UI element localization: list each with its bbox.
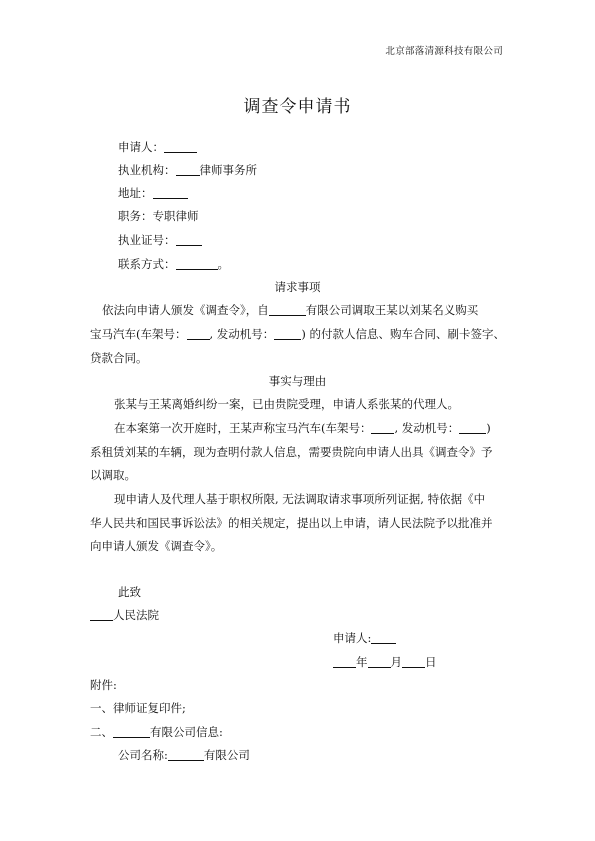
court-suffix: 人民法院 (113, 608, 159, 622)
attachment-item-2 (90, 724, 223, 740)
salutation: 此致 (118, 585, 141, 599)
date-line (333, 654, 437, 670)
facts-paragraph-1: 张某与王某离婚纠纷一案，已由贵院受理，申请人系张某的代理人。 (114, 397, 459, 411)
facts-line-2e: 以调取。 (90, 468, 136, 482)
court-line (90, 607, 159, 623)
attachment-item-2-suffix: 有限公司信息: (150, 725, 223, 739)
facts-heading: 事实与理由 (268, 374, 327, 388)
contact-blank (176, 257, 218, 270)
request-line-1 (102, 302, 478, 318)
day-blank (402, 655, 425, 668)
position-line (118, 208, 199, 224)
facts-line-3c: 向申请人颁发《调查令》。 (90, 539, 223, 553)
date-day: 日 (425, 655, 437, 669)
date-month: 月 (390, 655, 402, 669)
month-blank (368, 655, 391, 668)
date-year: 年 (356, 655, 368, 669)
applicant-blank (164, 140, 197, 153)
position-label: 职务： (118, 209, 153, 223)
address-line (118, 185, 188, 201)
company-name-line (118, 747, 250, 763)
company-blank (269, 303, 306, 316)
contact-label: 联系方式： (118, 257, 176, 271)
license-line (118, 232, 202, 248)
company-name-label: 公司名称: (118, 748, 168, 762)
facts-line-3a: 现申请人及代理人基于职权所限, 无法调取请求事项所列证据, 特依据《中 (114, 492, 486, 506)
facts-vin-blank (371, 421, 394, 434)
institution-blank (176, 163, 200, 176)
attachments-heading: 附件: (90, 678, 117, 692)
signature-label: 申请人: (333, 631, 372, 645)
company-name-suffix: 有限公司 (203, 748, 250, 762)
header-organization: 北京部落清源科技有限公司 (385, 46, 503, 57)
address-label: 地址： (118, 186, 153, 200)
request-line-2 (90, 326, 505, 342)
applicant-line (118, 139, 197, 155)
applicant-label: 申请人： (118, 140, 164, 154)
facts-engine-blank (459, 421, 486, 434)
attachment-item-2-prefix: 二、 (90, 725, 113, 739)
facts-text-2a: 在本案第一次开庭时，王某声称宝马汽车(车架号： (114, 421, 372, 435)
court-blank (90, 608, 113, 621)
facts-line-2a (114, 420, 491, 436)
request-heading: 请求事项 (274, 280, 321, 294)
request-text-2c: ) 的付款人信息、购车合同、刷卡签字、 (301, 327, 505, 341)
institution-label: 执业机构： (118, 163, 176, 177)
facts-line-2d: 系租赁刘某的车辆，现为查明付款人信息，需要贵院向申请人出具《调查令》予 (90, 445, 493, 459)
license-blank (176, 233, 202, 246)
address-blank (153, 186, 188, 199)
year-blank (333, 655, 356, 668)
page-title: 调查令申请书 (243, 97, 352, 117)
company-name-blank (168, 748, 204, 761)
signature-line (333, 630, 396, 646)
attachment-item-1: 一、律师证复印件; (90, 701, 186, 715)
facts-line-3b: 华人民共和国民事诉讼法》的相关规定，提出以上申请，请人民法院予以批准并 (90, 516, 493, 530)
contact-suffix: 。 (217, 257, 229, 271)
facts-text-2b: , 发动机号： (394, 421, 460, 435)
request-text-2b: , 发动机号： (209, 327, 275, 341)
signature-blank (371, 631, 396, 644)
attachment-company-blank (113, 725, 150, 738)
request-text-2a: 宝马汽车(车架号： (90, 327, 187, 341)
vin-blank (187, 327, 210, 340)
position-value: 专职律师 (152, 209, 199, 223)
facts-text-2c: ) (486, 421, 491, 435)
request-text-1a: 依法向申请人颁发《调查令》，自 (102, 303, 269, 317)
institution-line (118, 162, 257, 178)
contact-line (118, 256, 229, 272)
institution-suffix: 律师事务所 (199, 163, 257, 177)
engine-blank (274, 327, 301, 340)
request-text-1b: 有限公司调取王某以刘某名义购买 (305, 303, 479, 317)
request-line-3: 贷款合同。 (90, 351, 148, 365)
license-label: 执业证号： (118, 233, 176, 247)
